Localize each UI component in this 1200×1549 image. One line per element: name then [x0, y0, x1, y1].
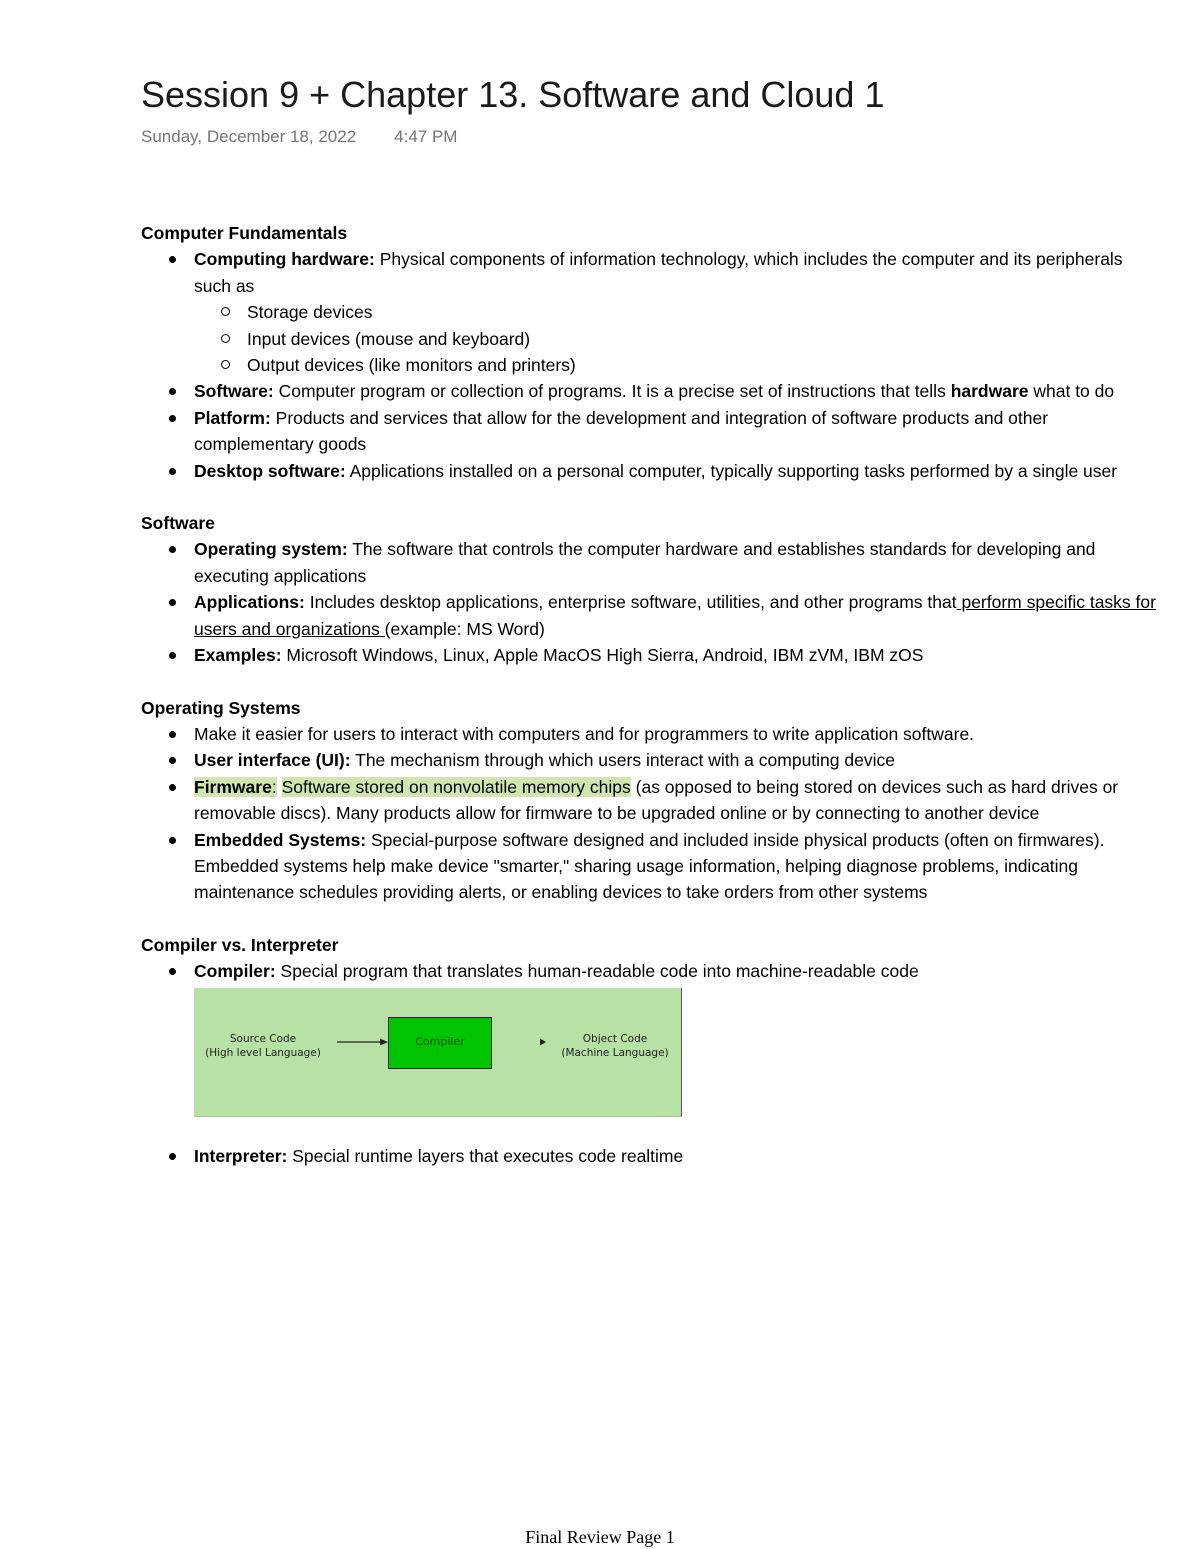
term: Computing hardware: — [194, 249, 375, 270]
section-heading: Compiler vs. Interpreter — [141, 934, 339, 955]
list-item — [194, 827, 1156, 906]
term: Embedded Systems: — [194, 829, 367, 850]
list-item — [194, 246, 1156, 378]
section-heading: Operating Systems — [141, 697, 301, 718]
sub-list-item: Output devices (like monitors and printers) — [247, 352, 1156, 378]
bullet-list — [141, 536, 1156, 668]
arrow-head — [540, 1038, 546, 1045]
list-item — [194, 958, 1156, 1116]
definition: what to do — [1028, 381, 1115, 402]
list-item — [194, 536, 1156, 589]
list-item — [194, 405, 1156, 458]
list-item — [194, 747, 1156, 773]
definition: Products and services that allow for the development and integration of software products and other complementary goods — [194, 407, 1049, 455]
list-item — [194, 642, 1156, 668]
list-item — [194, 458, 1156, 484]
label-line: Source Code — [229, 1032, 297, 1045]
bullet-list — [141, 246, 1156, 484]
term: Compiler: — [194, 961, 276, 982]
term: Platform: — [194, 407, 271, 428]
list-item — [194, 774, 1156, 827]
bullet-list — [141, 721, 1156, 906]
section-heading: Software — [141, 513, 215, 534]
arrow-head — [380, 1038, 388, 1045]
section-operating-systems — [141, 695, 1156, 906]
definition: Applications installed on a personal computer, typically supporting tasks performed by a single user — [345, 460, 1118, 481]
list-item — [194, 378, 1156, 404]
section-software — [141, 510, 1156, 668]
section-heading: Computer Fundamentals — [141, 223, 348, 243]
definition: The mechanism through which users interact with a computing device — [350, 750, 895, 771]
sub-list — [194, 299, 1156, 378]
section-compiler-vs-interpreter — [141, 932, 1156, 1169]
definition: Computer program or collection of programs. It is a precise set of instructions that tells — [273, 381, 951, 402]
definition: (as opposed to being stored on devices such as hard drives or removable discs). Many products allow for firmware to be upgraded online or by connecting to another device — [194, 776, 1119, 824]
highlighted-text: Software stored on nonvolatile memory chips — [281, 776, 631, 797]
term: Desktop software: — [194, 460, 346, 481]
definition: Special runtime layers that executes code realtime — [287, 1145, 684, 1166]
term: Interpreter: — [194, 1145, 288, 1166]
label-line: (High level Language) — [205, 1046, 321, 1059]
term: Applications: — [194, 592, 305, 613]
page-time: 4:47 PM — [394, 127, 458, 146]
term: Operating system: — [194, 539, 348, 560]
page-footer: Final Review Page 1 — [525, 1527, 675, 1547]
definition: Includes desktop applications, enterprise software, utilities, and other programs that — [304, 592, 957, 613]
term: Examples: — [194, 645, 282, 666]
definition: (example: MS Word) — [384, 618, 545, 639]
term: User interface (UI): — [194, 750, 351, 771]
list-item — [194, 1143, 1156, 1169]
page-date: Sunday, December 18, 2022 — [141, 127, 357, 146]
page-title: Session 9 + Chapter 13. Software and Cloud 1 — [141, 74, 885, 115]
compiler-box: Compiler — [388, 1017, 492, 1069]
source-code-label — [204, 1032, 322, 1060]
definition: Special program that translates human-readable code into machine-readable code — [275, 961, 919, 982]
note-body — [141, 220, 1156, 1195]
list-item — [194, 589, 1156, 642]
page-meta — [141, 127, 457, 147]
sub-list-item: Storage devices — [247, 299, 1156, 325]
bullet-list — [141, 958, 1156, 1169]
underlined-text: perform specific tasks for users and organizations — [194, 592, 1156, 639]
definition: Special-purpose software designed and included inside physical products (often on firmwares). Embedded systems help make device "smarter," sharing usage information, helping diagnose problems, indicating maintenance schedules providing alerts, or enabling devices to take orders from other systems — [194, 829, 1105, 903]
label-line: (Machine Language) — [561, 1046, 669, 1059]
definition: Physical components of information technology, which includes the computer and its peripherals such as — [194, 249, 1123, 296]
compiler-diagram — [194, 988, 682, 1117]
term-highlighted: Firmware — [194, 776, 272, 797]
term: Software: — [194, 381, 274, 402]
definition: Microsoft Windows, Linux, Apple MacOS High Sierra, Android, IBM zVM, IBM zOS — [281, 645, 924, 666]
object-code-label — [556, 1032, 674, 1060]
emphasis: hardware — [950, 381, 1029, 402]
list-item: Make it easier for users to interact with computers and for programmers to write application software. — [194, 721, 1156, 747]
sub-list-item: Input devices (mouse and keyboard) — [247, 326, 1156, 352]
definition: The software that controls the computer hardware and establishes standards for developing and executing applications — [194, 539, 1096, 586]
section-computer-fundamentals — [141, 220, 1156, 484]
space — [277, 777, 282, 797]
colon-highlighted: : — [271, 776, 277, 797]
label-line: Object Code — [582, 1032, 648, 1045]
